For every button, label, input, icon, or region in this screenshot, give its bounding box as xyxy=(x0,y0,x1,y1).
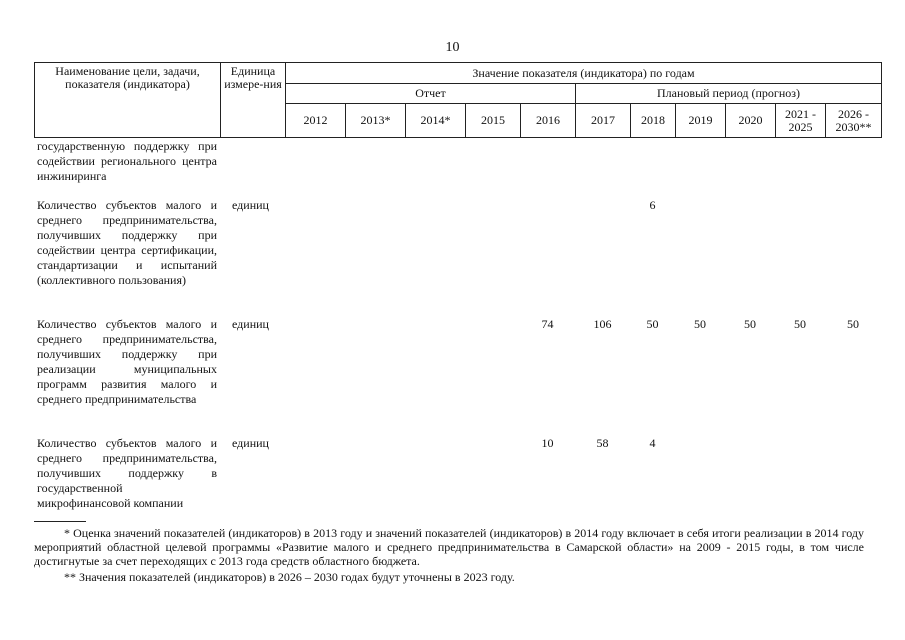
year-header: 2021 - 2025 xyxy=(776,104,826,138)
year-header: 2016 xyxy=(521,104,576,138)
value-2026-2030: 50 xyxy=(847,317,859,331)
year-header: 2020 xyxy=(726,104,776,138)
indicator-name: государственную поддержку при содействии регионального центра инжиниринга xyxy=(37,139,217,183)
footnote-separator xyxy=(34,521,86,522)
value-2018: 50 xyxy=(646,317,659,331)
year-header: 2015 xyxy=(466,104,521,138)
header-plan-group: Плановый период (прогноз) xyxy=(576,84,882,104)
header-values-cell: Значение показателя (индикатора) по годам xyxy=(286,63,882,84)
header-name-cell: Наименование цели, задачи, показателя (индикатора) xyxy=(35,63,221,138)
header-report-group: Отчет xyxy=(286,84,576,104)
footnote-2: ** Значения показателей (индикаторов) в 2026 – 2030 годах будут уточнены в 2023 году. xyxy=(64,570,515,584)
value-2017: 58 xyxy=(596,436,609,450)
page-number: 10 xyxy=(445,40,460,55)
year-header: 2019 xyxy=(676,104,726,138)
indicator-name: Количество субъектов малого и среднего предпринимательства, получивших поддержку в государственной микрофинансовой компании xyxy=(37,436,217,510)
value-2017: 106 xyxy=(593,317,612,331)
indicator-name: Количество субъектов малого и среднего предпринимательства, получивших поддержку при содействии центра сертификации, стандартизации и испытаний (коллективного пользования) xyxy=(37,198,217,287)
value-2018: 6 xyxy=(649,198,656,212)
indicator-unit: единиц xyxy=(232,436,269,450)
value-2021-2025: 50 xyxy=(794,317,806,331)
year-header: 2026 - 2030** xyxy=(826,104,882,138)
value-2016: 10 xyxy=(541,436,554,450)
indicator-unit: единиц xyxy=(232,198,269,212)
year-header: 2018 xyxy=(631,104,676,138)
footnote-1: * Оценка значений показателей (индикаторов) в 2013 году и значений показателей (индикаторов) в 2014 году включает в себя итоги реализации в 2014 году мероприятий областной целевой программы «Развитие малого и среднего предпринимательства в Самарской области» на 2009 - 2015 годы, в том числе достигнутые за счет переходящих с 2013 года средств областного бюджета. xyxy=(34,526,864,568)
year-header: 2013* xyxy=(346,104,406,138)
value-2019: 50 xyxy=(694,317,706,331)
value-2020: 50 xyxy=(744,317,756,331)
value-2016: 74 xyxy=(541,317,554,331)
indicator-name: Количество субъектов малого и среднего предпринимательства, получивших поддержку при реализации муниципальных программ развития малого и среднего предпринимательства xyxy=(37,317,217,406)
indicator-table-header xyxy=(34,62,882,138)
header-unit-cell: Единица измере-ния xyxy=(221,63,286,138)
value-2018: 4 xyxy=(649,436,656,450)
year-header: 2012 xyxy=(286,104,346,138)
year-header: 2014* xyxy=(406,104,466,138)
year-header: 2017 xyxy=(576,104,631,138)
indicator-unit: единиц xyxy=(232,317,269,331)
